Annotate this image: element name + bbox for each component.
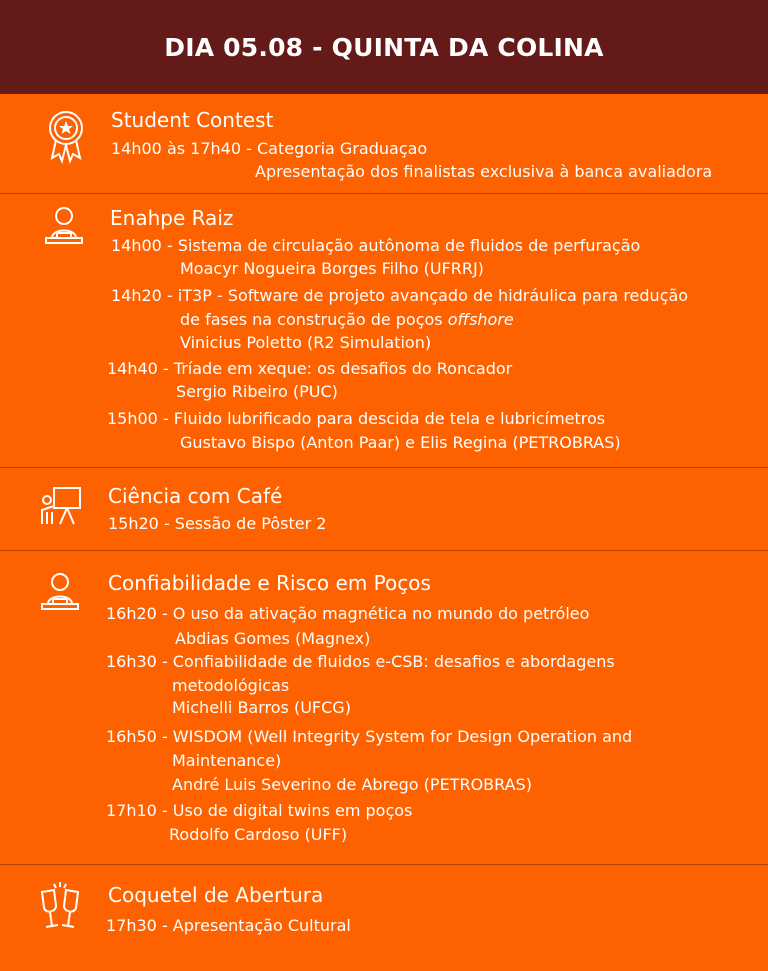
presenter-board-icon [38, 482, 86, 538]
schedule-line: Gustavo Bispo (Anton Paar) e Elis Regina (PETROBRAS) [180, 433, 621, 452]
schedule-line: 16h50 - WISDOM (Well Integrity System for Design Operation and [106, 727, 633, 746]
speaker-podium-icon [36, 570, 84, 626]
schedule-line: André Luis Severino de Abrego (PETROBRAS) [172, 775, 532, 794]
speaker-podium-icon [40, 204, 88, 260]
section-divider [0, 864, 768, 865]
page-header [0, 0, 768, 94]
schedule-line: 16h20 - O uso da ativação magnética no mundo do petróleo [106, 604, 590, 623]
award-ribbon-icon [42, 108, 90, 164]
page-title: DIA 05.08 - QUINTA DA COLINA [164, 32, 604, 62]
schedule-line: Rodolfo Cardoso (UFF) [169, 825, 348, 844]
toast-glasses-icon [36, 880, 84, 936]
schedule-line: 17h10 - Uso de digital twins em poços [106, 801, 413, 820]
schedule-line: 15h00 - Fluido lubrificado para descida de tela e lubricímetros [107, 409, 606, 428]
schedule-line: 15h20 - Sessão de Pôster 2 [108, 514, 327, 533]
schedule-line: Apresentação dos finalistas exclusiva à banca avaliadora [255, 162, 713, 181]
schedule-line: de fases na construção de poços offshore [180, 310, 514, 329]
schedule-line: Vinicius Poletto (R2 Simulation) [180, 333, 432, 352]
section-divider [0, 193, 768, 194]
section-title: Confiabilidade e Risco em Poços [108, 571, 431, 595]
schedule-line: 16h30 - Confiabilidade de fluidos e-CSB: desafios e abordagens [106, 652, 615, 671]
schedule-line: Sergio Ribeiro (PUC) [176, 382, 338, 401]
schedule-line: 17h30 - Apresentação Cultural [106, 916, 351, 935]
schedule-line: Maintenance) [172, 751, 282, 770]
section-title: Student Contest [111, 108, 274, 132]
schedule-line: metodológicas [172, 676, 290, 695]
section-title: Coquetel de Abertura [108, 883, 324, 907]
schedule-line: Abdias Gomes (Magnex) [175, 629, 371, 648]
section-title: Enahpe Raiz [110, 206, 234, 230]
section-title: Ciência com Café [108, 484, 283, 508]
section-divider [0, 467, 768, 468]
schedule-line: 14h40 - Tríade em xeque: os desafios do Roncador [107, 359, 513, 378]
section-divider [0, 550, 768, 551]
schedule-line: 14h00 - Sistema de circulação autônoma de fluidos de perfuração [111, 236, 641, 255]
schedule-line: Michelli Barros (UFCG) [172, 698, 351, 717]
schedule-line: 14h00 às 17h40 - Categoria Graduaçao [111, 139, 428, 158]
schedule-line: 14h20 - iT3P - Software de projeto avançado de hidráulica para redução [111, 286, 689, 305]
schedule-line: Moacyr Nogueira Borges Filho (UFRRJ) [180, 259, 484, 278]
